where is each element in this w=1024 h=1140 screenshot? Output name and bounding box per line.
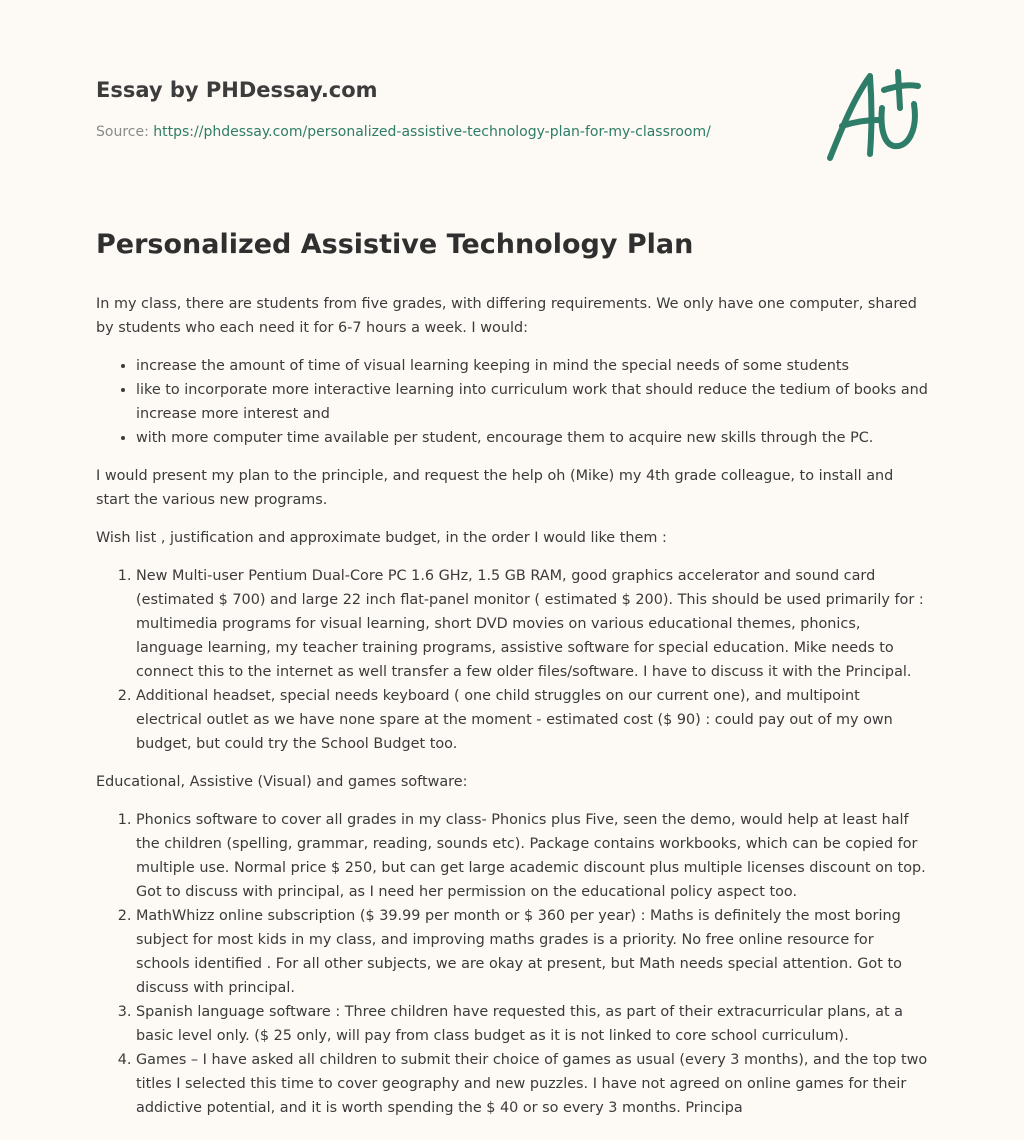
list-item: 3. Spanish language software : Three children have requested this, as part of their extracurricular plans, at a basic level only. ($ 25 only, will pay from class budget as it is not linked to core school curriculum). [136, 1000, 928, 1048]
page-title: Personalized Assistive Technology Plan [96, 229, 694, 260]
list-item: 4. Games – I have asked all children to submit their choice of games as usual (every 3 months), and the top two titles I selected this time to cover geography and new puzzles. I have not agreed on online games for their addictive potential, and it is worth spending the $ 40 or so every 3 months. Principa [136, 1048, 928, 1120]
list-item: 2. Additional headset, special needs keyboard ( one child struggles on our current one), and multipoint electrical outlet as we have none spare at the moment - estimated cost ($ 90) : could pay out of my own budget, but could try the School Budget too. [136, 684, 928, 756]
source-label: Source: [96, 124, 149, 140]
a-plus-logo-icon [820, 68, 930, 168]
site-title: Essay by PHDessay.com [96, 78, 378, 102]
list-item: • with more computer time available per student, encourage them to acquire new skills through the PC. [136, 426, 928, 450]
list-item: • like to incorporate more interactive learning into curriculum work that should reduce the tedium of books and increase more interest and [136, 378, 928, 426]
list-item: 2. MathWhizz online subscription ($ 39.99 per month or $ 360 per year) : Maths is definitely the most boring subject for most kids in my class, and improving maths grades is a priority. No free online resource for schools identified . For all other subjects, we are okay at present, but Math needs special attention. Got to discuss with principal. [136, 904, 928, 1000]
intro-paragraph: In my class, there are students from five grades, with differing requirements. We only have one computer, shared by students who each need it for 6-7 hours a week. I would: [96, 296, 917, 336]
list-item: 1. Phonics software to cover all grades in my class- Phonics plus Five, seen the demo, would help at least half the children (spelling, grammar, reading, sounds etc). Package contains workbooks, which can be copied for multiple use. Normal price $ 250, but can get large academic discount plus multiple licenses discount on top. Got to discuss with principal, as I need her permission on the educational policy aspect too. [136, 808, 928, 904]
software-intro: Educational, Assistive (Visual) and games software: [96, 774, 468, 790]
source-line [96, 124, 711, 140]
software-list [96, 808, 928, 1120]
wish-list [96, 564, 928, 756]
site-header [96, 76, 936, 176]
list-item: • increase the amount of time of visual learning keeping in mind the special needs of some students [136, 354, 928, 378]
list-item: 1. New Multi-user Pentium Dual-Core PC 1.6 GHz, 1.5 GB RAM, good graphics accelerator and sound card (estimated $ 700) and large 22 inch flat-panel monitor ( estimated $ 200). This should be used primarily for : multimedia programs for visual learning, short DVD movies on various educational themes, phonics, language learning, my teacher training programs, assistive software for special education. Mike needs to connect this to the internet as well transfer a few older files/software. I have to discuss it with the Principal. [136, 564, 928, 684]
goals-list [96, 354, 928, 450]
source-link[interactable]: https://phdessay.com/personalized-assistive-technology-plan-for-my-classroom/ [153, 124, 711, 140]
plan-paragraph: I would present my plan to the principle, and request the help oh (Mike) my 4th grade colleague, to install and start the various new programs. [96, 468, 894, 508]
essay-article [96, 226, 928, 1134]
wish-list-intro: Wish list , justification and approximate budget, in the order I would like them : [96, 530, 667, 546]
